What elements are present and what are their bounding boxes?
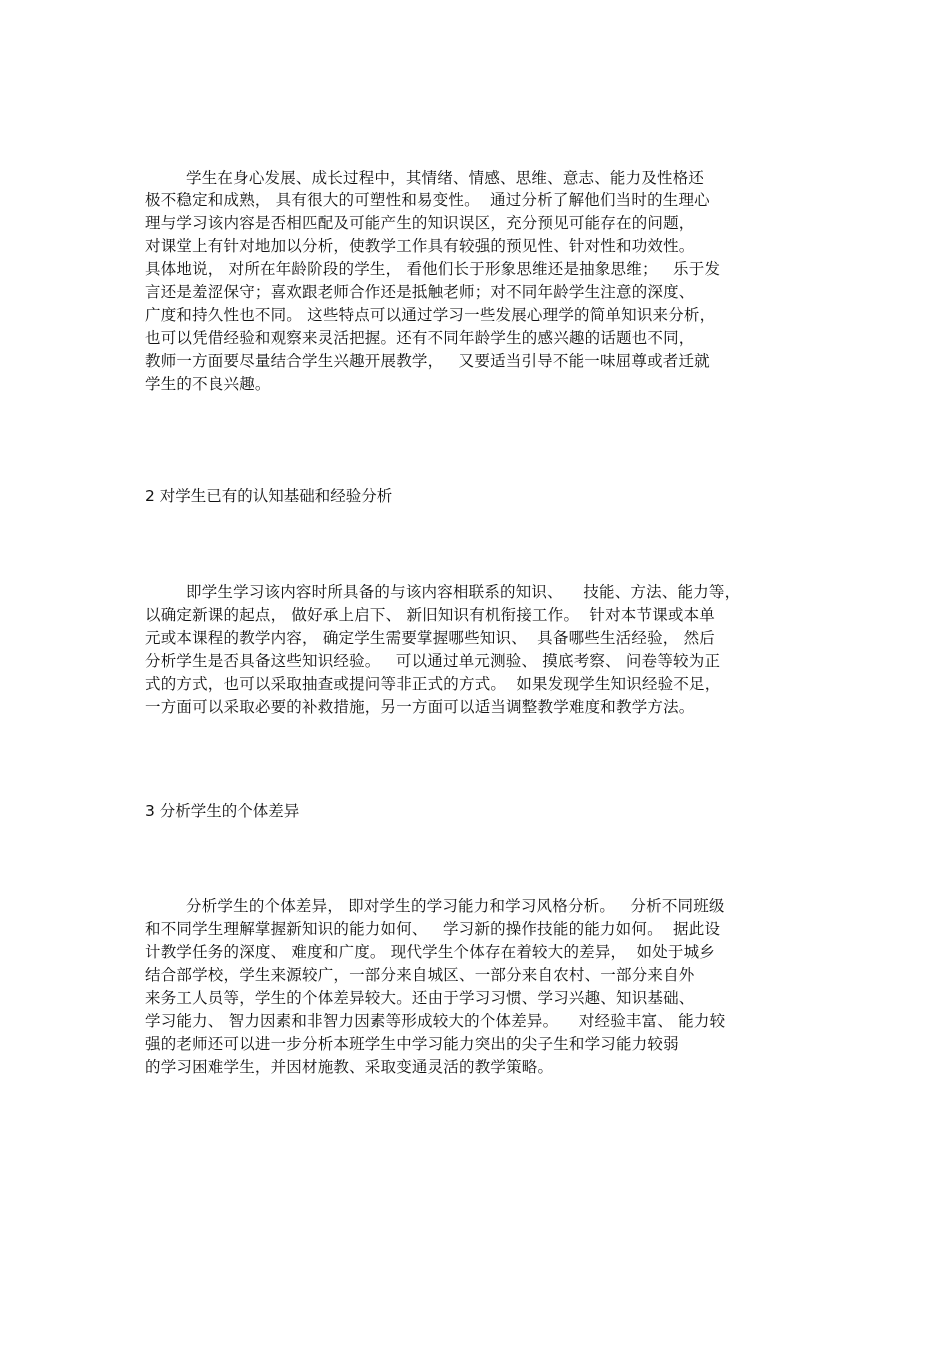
section-heading-3: 3 分析学生的个体差异 (145, 802, 300, 820)
paragraph-line: 即学生学习该内容时所具备的与该内容相联系的知识、 技能、方法、能力等， (145, 583, 741, 601)
paragraph-line: 以确定新课的起点， 做好承上启下、 新旧知识有机衔接工作。 针对本节课或本单 (145, 606, 716, 624)
paragraph-line: 也可以凭借经验和观察来灵活把握。还有不同年龄学生的感兴趣的话题也不同， (145, 329, 695, 347)
paragraph-line: 式的方式，也可以采取抽查或提问等非正式的方式。 如果发现学生知识经验不足， (145, 675, 721, 693)
paragraph-line: 极不稳定和成熟， 具有很大的可塑性和易变性。 通过分析了解他们当时的生理心 (145, 191, 710, 209)
paragraph-line: 计教学任务的深度、 难度和广度。 现代学生个体存在着较大的差异， 如处于城乡 (145, 943, 716, 961)
paragraph-line: 学生在身心发展、成长过程中，其情绪、情感、思维、意志、能力及性格还 (145, 169, 705, 187)
paragraph-line: 言还是羞涩保守；喜欢跟老师合作还是抵触老师；对不同年龄学生注意的深度、 (145, 283, 695, 301)
paragraph-line: 分析学生是否具备这些知识经验。 可以通过单元测验、 摸底考察、 问卷等较为正 (145, 652, 721, 670)
paragraph-line: 来务工人员等，学生的个体差异较大。还由于学习习惯、学习兴趣、知识基础、 (145, 989, 695, 1007)
paragraph-line: 教师一方面要尽量结合学生兴趣开展教学， 又要适当引导不能一味屈尊或者迁就 (145, 352, 710, 370)
paragraph-line: 元或本课程的教学内容， 确定学生需要掌握哪些知识、 具备哪些生活经验， 然后 (145, 629, 716, 647)
paragraph-line: 学生的不良兴趣。 (145, 375, 271, 393)
paragraph-line: 广度和持久性也不同。 这些特点可以通过学习一些发展心理学的简单知识来分析， (145, 306, 716, 324)
paragraph-line: 对课堂上有针对地加以分析，使教学工作具有较强的预见性、针对性和功效性。 (145, 237, 695, 255)
paragraph-line: 分析学生的个体差异， 即对学生的学习能力和学习风格分析。 分析不同班级 (145, 897, 725, 915)
paragraph-line: 结合部学校，学生来源较广，一部分来自城区、一部分来自农村、一部分来自外 (145, 966, 695, 984)
paragraph-line: 具体地说， 对所在年龄阶段的学生， 看他们长于形象思维还是抽象思维； 乐于发 (145, 260, 721, 278)
paragraph-line: 和不同学生理解掌握新知识的能力如何、 学习新的操作技能的能力如何。 据此设 (145, 920, 721, 938)
paragraph-line: 强的老师还可以进一步分析本班学生中学习能力突出的尖子生和学习能力较弱 (145, 1035, 679, 1053)
paragraph-line: 理与学习该内容是否相匹配及可能产生的知识误区，充分预见可能存在的问题， (145, 214, 695, 232)
paragraph-line: 的学习困难学生，并因材施教、采取变通灵活的教学策略。 (145, 1058, 554, 1076)
section-heading-2: 2 对学生已有的认知基础和经验分析 (145, 487, 393, 505)
paragraph-line: 一方面可以采取必要的补救措施，另一方面可以适当调整教学难度和教学方法。 (145, 698, 695, 716)
paragraph-line: 学习能力、 智力因素和非智力因素等形成较大的个体差异。 对经验丰富、 能力较 (145, 1012, 726, 1030)
